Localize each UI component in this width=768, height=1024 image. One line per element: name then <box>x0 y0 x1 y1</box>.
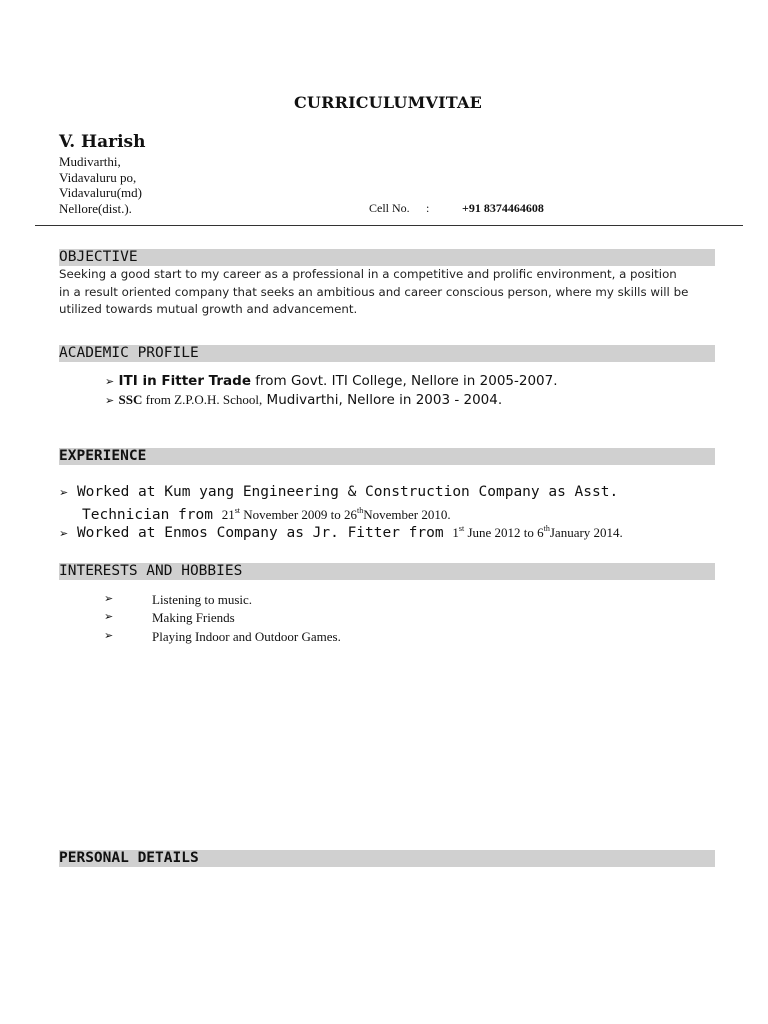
bullet-arrow-icon: ➢ <box>59 486 69 499</box>
objective-line: utilized towards mutual growth and advancement. <box>59 302 358 316</box>
section-heading-objective: OBJECTIVE <box>59 249 715 266</box>
experience-text: Worked at Kum yang Engineering & Construction Company as Asst. <box>76 484 619 500</box>
experience-date: 21 <box>221 506 235 522</box>
cell-number: +91 8374464608 <box>462 201 544 215</box>
experience-date: November 2009 to 26 <box>240 506 358 522</box>
date-suffix: st <box>458 524 465 533</box>
bullet-arrow-icon: ➢ <box>59 526 69 540</box>
address-block <box>59 154 142 216</box>
bullet-arrow-icon: ➢ <box>104 610 114 623</box>
cell-colon: : <box>426 201 430 215</box>
date-suffix: st <box>234 506 241 515</box>
experience-date: January 2014. <box>549 524 623 540</box>
academic-qualification: SSC <box>118 392 143 407</box>
objective-line: in a result oriented company that seeks an ambitious and career conscious person, where my skills will be <box>59 284 689 299</box>
experience-text: Worked at Enmos Company as Jr. Fitter from <box>76 524 453 541</box>
academic-qualification: ITI in Fitter Trade <box>118 373 251 389</box>
experience-item <box>59 524 623 541</box>
objective-line: Seeking a good start to my career as a professional in a competitive and prolific environment, a position <box>59 267 677 281</box>
experience-date: November 2010. <box>363 506 451 522</box>
bullet-arrow-icon: ➢ <box>104 592 114 605</box>
bullet-arrow-icon: ➢ <box>105 394 115 407</box>
date-suffix: th <box>543 524 550 533</box>
academic-school: from Z.P.O.H. School, <box>142 392 263 407</box>
bullet-arrow-icon: ➢ <box>104 629 114 642</box>
hobby-item: Playing Indoor and Outdoor Games. <box>152 629 341 644</box>
experience-item-continued <box>82 506 451 523</box>
candidate-name: V. Harish <box>59 132 146 152</box>
section-heading-personal: PERSONAL DETAILS <box>59 850 715 867</box>
hobby-item: Listening to music. <box>152 592 253 607</box>
hobby-item: Making Friends <box>152 610 235 625</box>
section-heading-experience: EXPERIENCE <box>59 448 715 465</box>
experience-date: June 2012 to 6 <box>464 524 544 540</box>
objective-text <box>59 266 719 319</box>
academic-item <box>105 373 558 389</box>
section-heading-interests: INTERESTS AND HOBBIES <box>59 563 715 580</box>
academic-detail: from Govt. ITI College, Nellore in 2005-2007. <box>251 373 558 389</box>
date-suffix: th <box>357 506 364 515</box>
address-line: Nellore(dist.). <box>59 200 132 216</box>
experience-text: Technician from <box>82 506 222 523</box>
document-title: CURRICULUMVITAE <box>293 93 483 112</box>
section-heading-academic: ACADEMIC PROFILE <box>59 345 715 362</box>
cell-label: Cell No. <box>369 201 410 215</box>
experience-date: 1 <box>452 524 459 540</box>
address-line: Mudivarthi, <box>59 154 121 169</box>
bullet-arrow-icon: ➢ <box>105 375 115 388</box>
address-line: Vidavaluru(md) <box>59 185 142 200</box>
experience-item <box>59 484 618 500</box>
academic-item <box>105 392 502 408</box>
header-divider <box>35 225 743 226</box>
address-line: Vidavaluru po, <box>59 169 137 185</box>
academic-detail: Mudivarthi, Nellore in 2003 - 2004. <box>262 392 503 408</box>
